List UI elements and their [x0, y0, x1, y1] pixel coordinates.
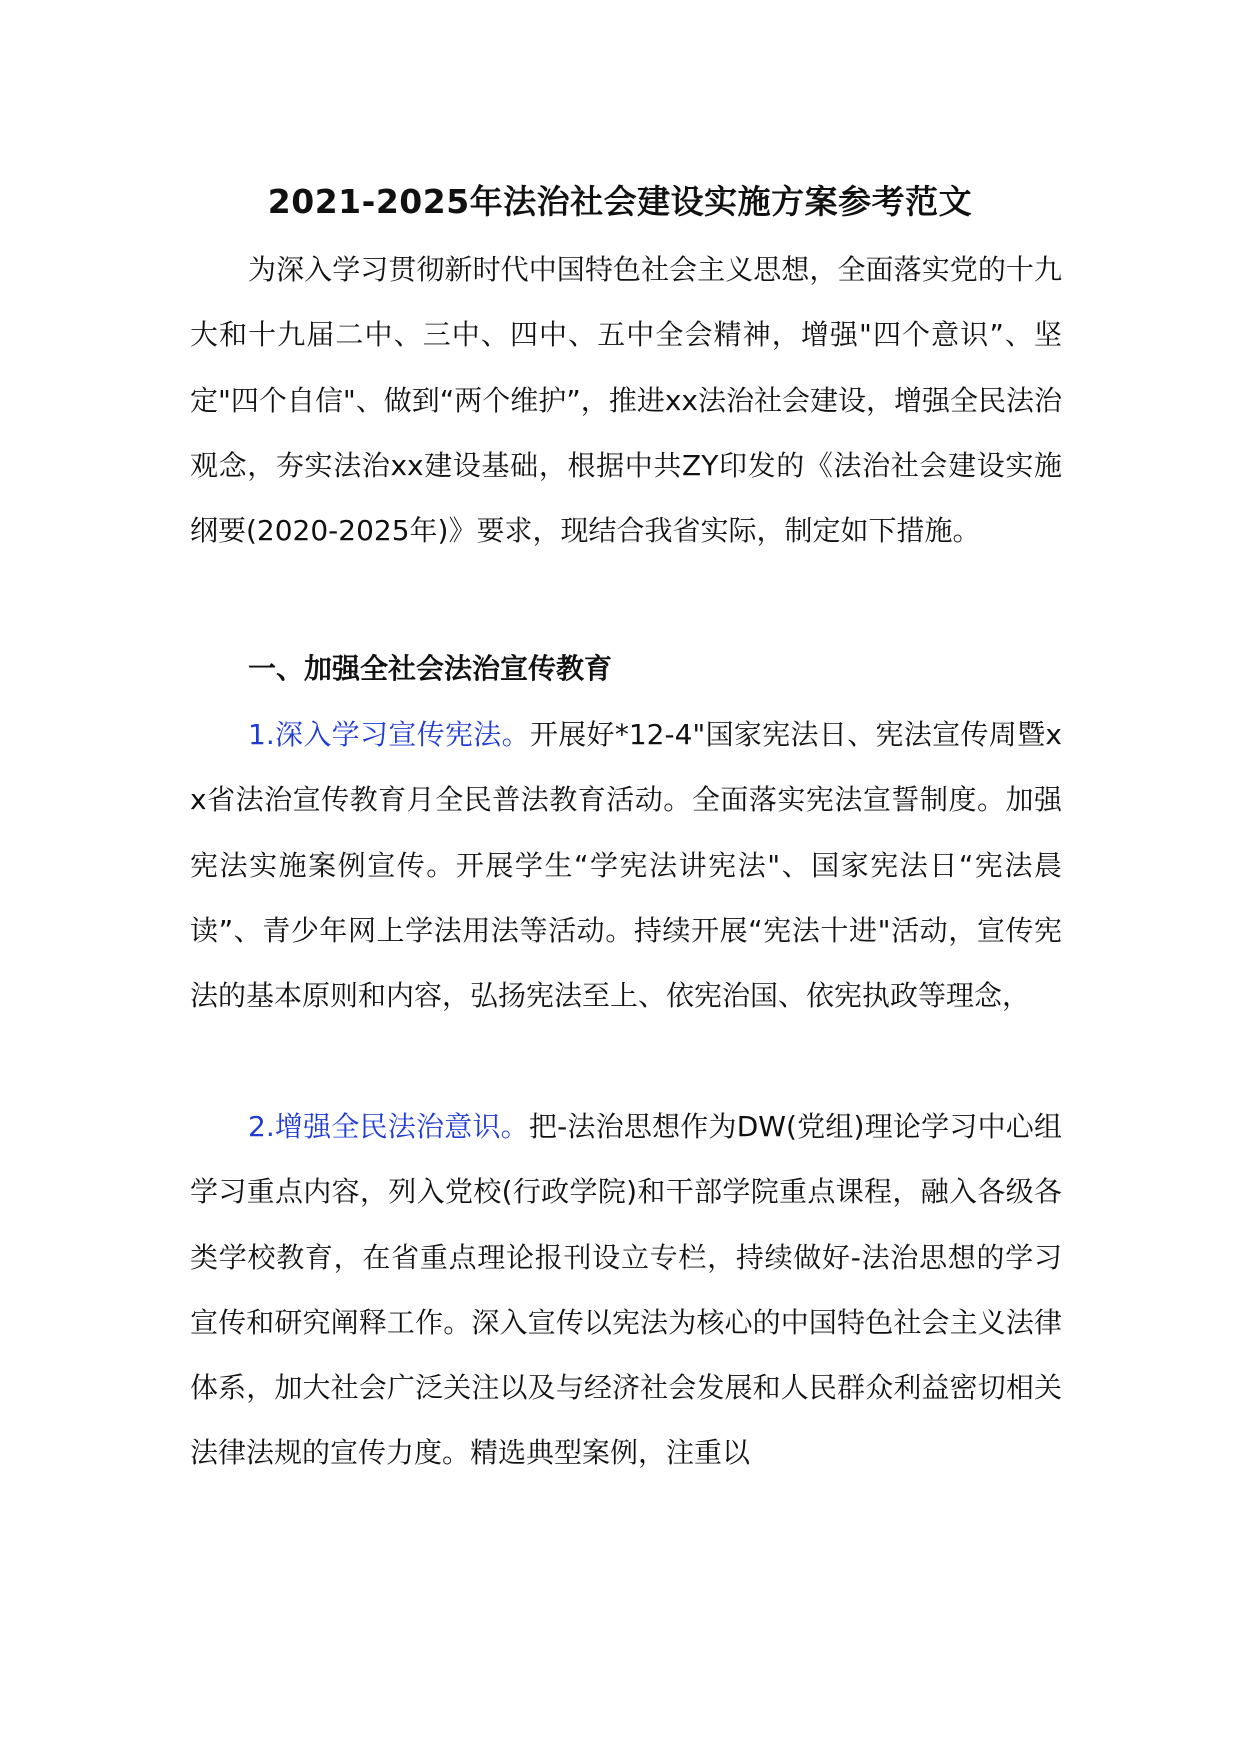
section-heading-1: 一、加强全社会法治宣传教育 [248, 652, 613, 685]
item-text-2: 把-法治思想作为DW(党组)理论学习中心组学习重点内容，列入党校(行政学院)和干部学院重点课程，融入各级各类学校教育，在省重点理论报刊设立专栏，持续做好-法治思想的学习宣传和研究阐释工作。深入宣传以宪法为核心的中国特色社会主义法律体系，加大社会广泛关注以及与经济社会发展和人民群众利益密切相关法律法规的宣传力度。精选典型案例，注重以 [190, 1110, 1062, 1470]
item-paragraph-2 [190, 1094, 1062, 1486]
document-title: 2021-2025年法治社会建设实施方案参考范文 [267, 182, 973, 221]
item-lead-2: 2.增强全民法治意识。 [248, 1110, 529, 1143]
item-text-1: 开展好*12-4"国家宪法日、宪法宣传周暨xx省法治宣传教育月全民普法教育活动。全面落实宪法宣誓制度。加强宪法实施案例宣传。开展学生“学宪法讲宪法"、国家宪法日“宪法晨读”、青少年网上学法用法等活动。持续开展“宪法十进"活动，宣传宪法的基本原则和内容，弘扬宪法至上、依宪治国、依宪执政等理念， [190, 718, 1063, 1013]
intro-paragraph: 为深入学习贯彻新时代中国特色社会主义思想，全面落实党的十九大和十九届二中、三中、四中、五中全会精神，增强"四个意识”、坚定"四个自信"、做到“两个维护”，推进xx法治社会建设，增强全民法治观念，夯实法治xx建设基础，根据中共ZY印发的《法治社会建设实施纲要(2020-2025年)》要求，现结合我省实际，制定如下措施。 [190, 253, 1062, 548]
item-lead-1: 1.深入学习宣传宪法。 [248, 718, 530, 751]
item-paragraph-1 [190, 702, 1062, 1028]
